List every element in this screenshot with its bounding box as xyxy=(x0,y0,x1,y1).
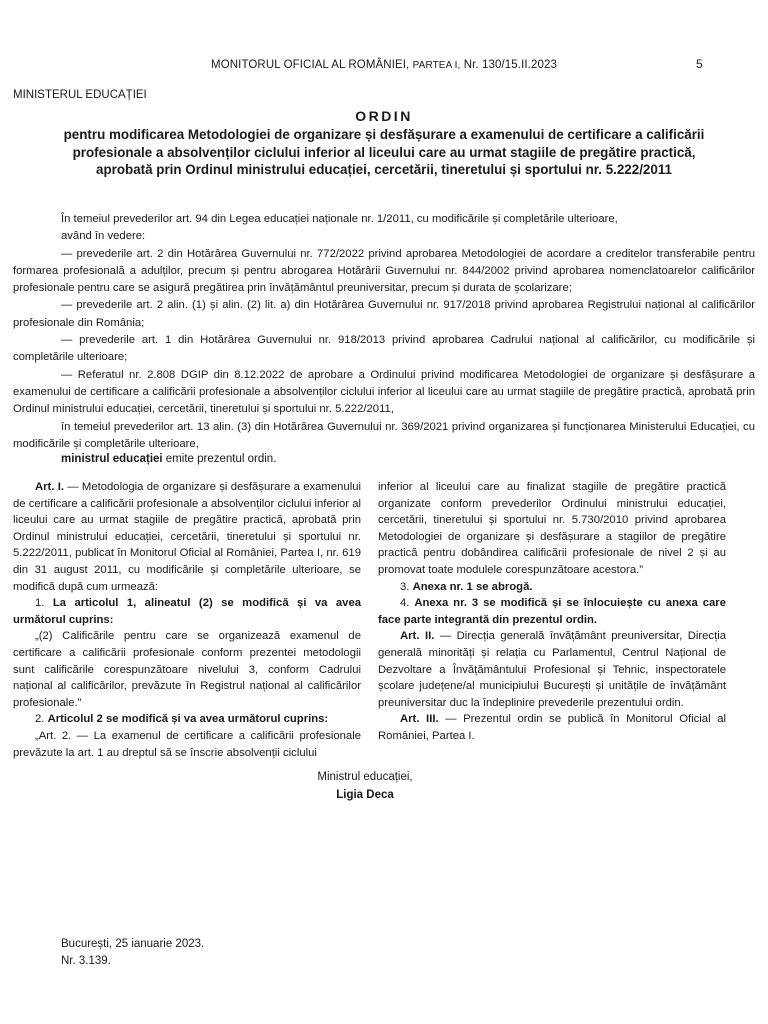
footer xyxy=(61,936,204,970)
issuing-statement xyxy=(61,453,276,465)
order-title: ORDIN xyxy=(355,108,413,124)
signature-block xyxy=(0,768,730,804)
article-text: — Direcția generală învățământ preuniversitar, Direcția generală minorități și relația cu Parlamentul, Centrul Național de Dezvoltare a Învățământului Profesional și Tehnic, inspectoratele școlare județene/al municipiului București și unitățile de învățământ preuniversitar duc la îndeplinire prevederile prezentului ordin. xyxy=(378,630,727,709)
issuer: ministrul educației xyxy=(61,453,163,465)
point-number: 4. xyxy=(400,597,415,610)
ministry-name: MINISTERUL EDUCAȚIEI xyxy=(13,89,147,101)
point-text: Articolul 2 se modifică și va avea următorul cuprins: xyxy=(47,713,329,726)
article-1 xyxy=(13,479,361,595)
left-column xyxy=(13,479,361,761)
article-text: — Metodologia de organizare și desfășurare a examenului de certificare a calificării profesionale a absolvenților ciclului inferior al liceului care au urmat stagiile de pregătire practică, aprobată prin Ordinul ministrului educației, cercetării, tineretului și sportului nr. 5.222/2011, publicat în Monitorul Oficial al României, Partea I, nr. 619 din 31 august 2011, cu modificările și completările ulterioare, se modifică după cum urmează: xyxy=(13,481,361,593)
point-number: 1. xyxy=(35,597,53,610)
preamble-paragraph: în temeiul prevederilor art. 13 alin. (3) din Hotărârea Guvernului nr. 369/2021 privind organizarea și funcționarea Ministerului Educației, cu modificările și completările ulterioare, xyxy=(13,420,755,450)
article-label: Art. II. xyxy=(400,630,435,643)
place-date: București, 25 ianuarie 2023. xyxy=(61,938,205,950)
running-issue: Nr. 130/15.II.2023 xyxy=(463,59,557,71)
article-label: Art. III. xyxy=(400,713,439,726)
running-title: MONITORUL OFICIAL AL ROMÂNIEI, xyxy=(211,59,410,71)
page-number: 5 xyxy=(696,57,703,71)
preamble-paragraph: — prevederile art. 2 alin. (1) și alin. (2) lit. a) din Hotărârea Guvernului nr. 917/2018 privind aprobarea Registrului național al calificărilor profesionale din România; xyxy=(13,299,755,329)
quote-1: „(2) Calificările pentru care se organizează examenul de certificare a calificării profesionale conform prezentei metodologii sunt calificările corespunzătoare nivelului 3, conform Cadrului național al calificărilor, prevăzute în Registrul național al calificărilor profesionale.” xyxy=(13,630,361,709)
point-4 xyxy=(378,595,726,628)
article-3 xyxy=(378,711,726,744)
signatory-role: Ministrul educației, xyxy=(317,771,413,783)
preamble-paragraph: având în vedere: xyxy=(61,230,146,243)
point-number: 3. xyxy=(400,580,413,593)
right-column xyxy=(378,479,726,745)
order-number: Nr. 3.139. xyxy=(61,955,111,967)
quote-2: „Art. 2. — La examenul de certificare a calificării profesionale prevăzute la art. 1 au dreptul să se înscrie absolvenții ciclului xyxy=(13,729,361,759)
preamble-paragraph: În temeiul prevederilor art. 94 din Legea educației naționale nr. 1/2011, cu modificările și completările ulterioare, xyxy=(61,213,618,225)
article-label: Art. I. xyxy=(35,481,65,493)
signatory-name: Ligia Deca xyxy=(336,789,394,801)
running-header xyxy=(0,59,768,71)
point-number: 2. xyxy=(35,713,48,726)
preamble xyxy=(13,211,755,453)
quote-2-continuation: inferior al liceului care au finalizat stagiile de pregătire practică organizate conform prevederilor Ordinului ministrului educației, cercetării, tineretului și sportului nr. 5.730/2010 privind aprobarea Metodologiei de organizare și desfășurare a stagiilor de pregătire practică pentru dobândirea calificării profesionale de nivel 2 și au promovat toate modulele corespunzătoare acestora.” xyxy=(378,481,726,576)
point-text: Anexa nr. 3 se modifică și se înlocuiește cu anexa care face parte integrantă din prezentul ordin. xyxy=(378,597,726,626)
preamble-paragraph: — Referatul nr. 2.808 DGIP din 8.12.2022 de aprobare a Ordinului privind modificarea Metodologiei de organizare și desfășurare a examenului de certificare a calificării profesionale a absolvenților ciclului inferior al liceului care au urmat stagiile de pregătire practică, aprobată prin Ordinul ministrului educației, cercetării, tineretului și sportului nr. 5.222/2011, xyxy=(13,368,755,416)
running-part: PARTEA I, xyxy=(412,60,461,71)
article-text: — Prezentul ordin se publică în Monitorul Oficial al României, Partea I. xyxy=(378,713,726,742)
point-1 xyxy=(13,595,361,628)
preamble-paragraph: — prevederile art. 1 din Hotărârea Guvernului nr. 918/2013 privind aprobarea Cadrului național al calificărilor, cu modificările și completările ulterioare; xyxy=(13,334,755,364)
point-3 xyxy=(378,579,726,596)
point-2 xyxy=(13,711,361,728)
order-subtitle: pentru modificarea Metodologiei de organizare și desfășurare a examenului de certificare a calificării profesionale a absolvenților ciclului inferior al liceului care au urmat stagiile de pregătire practică, aprobată prin Ordinul ministrului educației, cercetării, tineretului și sportului nr. 5.222/2011 xyxy=(63,127,705,178)
preamble-paragraph: — prevederile art. 2 din Hotărârea Guvernului nr. 772/2022 privind aprobarea Metodologiei de acordare a creditelor transferabile pentru formarea profesională a adulților, precum și pentru abrogarea Hotărârii Guvernului nr. 844/2002 privind aprobarea nomenclatoarelor calificărilor profesionale pentru care se asigură pregătirea prin învățământul preuniversitar, precum și durata de școlarizare; xyxy=(13,247,755,295)
point-text: La articolul 1, alineatul (2) se modifică și va avea următorul cuprins: xyxy=(13,597,362,626)
issuing-text: emite prezentul ordin. xyxy=(162,453,277,465)
point-text: Anexa nr. 1 se abrogă. xyxy=(412,580,533,593)
article-2 xyxy=(378,628,726,711)
